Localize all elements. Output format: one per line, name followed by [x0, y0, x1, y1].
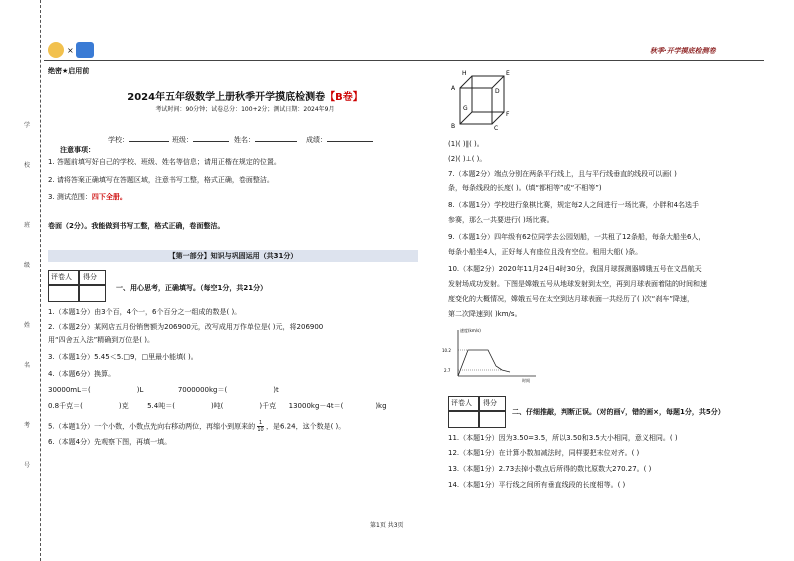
graph-tick: 2.7: [444, 368, 451, 373]
field-school: 学校：: [108, 136, 169, 145]
score-label-grader: 评卷人: [451, 399, 472, 407]
binding-label: 考: [24, 422, 31, 429]
binding-label: 班: [24, 222, 31, 229]
juanmian: 卷面（2分）。我能做到书写工整，格式正确，卷面整洁。: [48, 222, 225, 230]
field-score: 成绩：: [306, 136, 373, 145]
cube-edge: [460, 112, 472, 124]
question-3: 3.（本题1分）5.45＜5.□9，□里最小能填( )。: [48, 353, 198, 361]
cube-figure: [448, 66, 518, 132]
question-7-cont: 条，每条线段的长度( )。(填“都相等”或“不相等”): [448, 184, 602, 192]
notes-title: 注意事项：: [60, 146, 95, 154]
question-11: 11.（本题1分）因为3.50=3.5，所以3.50和3.5大小相同，意义相同。( ): [448, 434, 678, 442]
page-footer: 第1页 共3页: [370, 522, 404, 529]
score-box: [448, 396, 506, 428]
score-label-score: 得分: [483, 399, 497, 407]
binding-label: 名: [24, 362, 31, 369]
cube-edge: [460, 76, 472, 88]
speed-time-graph: [440, 326, 540, 384]
question-12: 12.（本题1分）在计算小数加减法时，同样要把末位对齐。( ): [448, 449, 640, 457]
question-6: 6.（本题4分）先观察下图，再填一填。: [48, 438, 172, 446]
binding-label: 学: [24, 122, 31, 129]
part1-title: 【第一部分】知识与巩固运用（共31分）: [168, 252, 298, 260]
vertex-label: D: [495, 88, 500, 95]
question-7: 7.（本题2分）端点分别在两条平行线上，且与平行线垂直的线段可以画( ): [448, 170, 677, 178]
binding-label: 级: [24, 262, 31, 269]
question-10-cont: 第二次降速到( )km/s。: [448, 310, 522, 318]
score-label-grader: 评卷人: [51, 273, 72, 281]
graph-ylabel: 速度(km/s): [460, 328, 481, 333]
vertex-label: A: [451, 85, 456, 92]
page-title: 2024年五年级数学上册秋季开学摸底检测卷【B卷】: [127, 92, 363, 103]
question-10-cont: 度变化的大概情况，嫦娥五号在太空到达月球表面一共经历了( )次“刹车”降速，: [448, 295, 694, 303]
binding-label: 号: [24, 462, 31, 469]
question-4: 4.（本题6分）换算。: [48, 370, 116, 378]
question-8: 8.（本题1分）学校进行象棋比赛，规定每2人之间进行一场比赛，小胖和4名选手: [448, 201, 700, 209]
logo-icon: [48, 42, 64, 58]
question-1: 1.（本题1分）由3个百，4个一，6个百分之一组成的数是( )。: [48, 308, 242, 316]
binding-margin: [20, 0, 41, 561]
question-5: 5.（本题1分）一个小数，小数点先向右移动两位，再缩小到原来的 $\frac{1}{10}$ ，是6.24，这个数是( )。: [48, 420, 346, 433]
cube-edge: [492, 112, 504, 124]
fraction: $\frac{1}{10}$: [257, 420, 264, 433]
conversion-row-1: 30000mL＝( )L 7000000kg＝( )t: [48, 386, 279, 394]
note-1: 1. 答题前填写好自己的学校、班级、姓名等信息；请用正楷在规定的位置。: [48, 158, 281, 166]
question-14: 14.（本题1分）平行线之间所有垂直线段的长度相等。( ): [448, 481, 626, 489]
exam-info: 考试时间：90分钟；试卷总分：100+2分；测试日期：2024年9月: [155, 106, 335, 113]
conversion-row-2: 0.8千克＝( )克 5.4吨＝( )吨( )千克 13000kg－4t＝( )kg: [48, 402, 387, 410]
question-10-cont: 发射场成功发射。下图是嫦娥五号从地球发射到太空，再到月球表面着陆的时间和速: [448, 280, 707, 288]
graph-xlabel: 时间: [522, 378, 530, 383]
question-2: 2.（本题2分）某网店五月份销售额为206900元，改写成用万作单位是( )元，将206900: [48, 323, 324, 331]
vertex-label: G: [463, 105, 468, 112]
graph-tick: 10.2: [442, 348, 451, 353]
fill-1: (1)( )∥( )。: [448, 140, 484, 148]
binding-label: 姓: [24, 322, 31, 329]
score-box: [48, 270, 106, 302]
section-2-title: 二、仔细推敲，判断正误。（对的画√，错的画×，每题1分，共5分）: [512, 408, 725, 416]
header-rule: [44, 60, 764, 61]
vertex-label: F: [506, 111, 510, 118]
brand-logo-icon: [76, 42, 94, 58]
fill-2: (2)( )⊥( )。: [448, 155, 487, 163]
note-3: 3. 测试范围：四下全册。: [48, 193, 127, 201]
question-2-cont: 用“四舍五入法”精确到万位是( )。: [48, 336, 154, 344]
cube-edge: [492, 76, 504, 88]
header-tag: 秋季·开学摸底检测卷: [650, 47, 716, 55]
section-1-title: 一、用心思考，正确填写。（每空1分，共21分）: [116, 284, 268, 292]
vertex-label: C: [494, 125, 499, 132]
field-name: 姓名：: [234, 136, 297, 145]
vertex-label: B: [451, 123, 456, 130]
secret-mark: 绝密★启用前: [48, 67, 90, 75]
binding-label: 校: [24, 162, 31, 169]
question-9: 9.（本题1分）四年级有62位同学去公园划船，一共租了12条船，每条大船坐6人，: [448, 233, 706, 241]
graph-line: [458, 350, 510, 376]
field-class: 班级：: [172, 136, 229, 145]
question-13: 13.（本题1分）2.73去掉小数点后所得的数比原数大270.27。( ): [448, 465, 652, 473]
score-label-score: 得分: [83, 273, 97, 281]
question-9-cont: 每条小船坐4人，正好每人有座位且没有空位。租用大船( )条。: [448, 248, 643, 256]
note-2: 2. 请将答案正确填写在答题区域，注意书写工整，格式正确，卷面整洁。: [48, 176, 274, 184]
question-10: 10.（本题2分）2020年11月24日4时30分，我国月球探测器嫦娥五号在文昌航天: [448, 265, 702, 273]
vertex-label: H: [462, 70, 467, 77]
question-8-cont: 参赛，那么一共要进行( )场比赛。: [448, 216, 554, 224]
vertex-label: E: [506, 70, 510, 77]
logo-separator: ×: [67, 46, 74, 55]
